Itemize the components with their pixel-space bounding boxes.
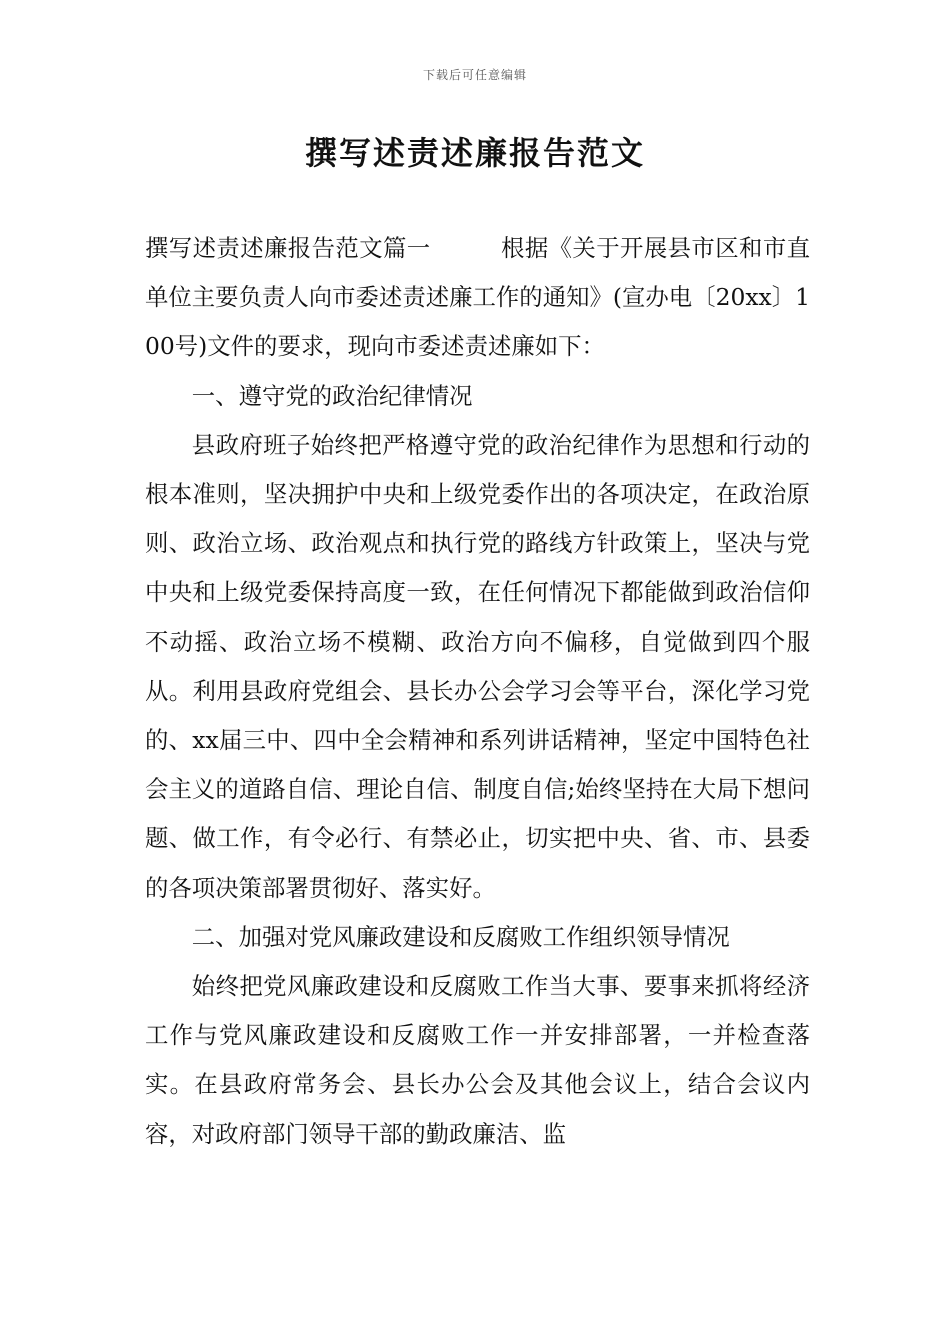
- document-body: [145, 224, 810, 1159]
- intro-paragraph: [145, 224, 810, 372]
- header-note: 下载后可任意编辑: [422, 68, 527, 82]
- intro-lead: 撰写述责述廉报告范文篇一: [145, 234, 431, 262]
- intro-text: 根据《关于开展县市区和市直单位主要负责人向市委述责述廉工作的通知》(宣办电〔20xx〕100号)文件的要求，现向市委述责述廉如下：: [145, 234, 811, 361]
- document-title: 撰写述责述廉报告范文: [304, 134, 645, 172]
- section-1-paragraph: 县政府班子始终把严格遵守党的政治纪律作为思想和行动的根本准则，坚决拥护中央和上级党委作出的各项决定，在政治原则、政治立场、政治观点和执行党的路线方针政策上，坚决与党中央和上级党委保持高度一致，在任何情况下都能做到政治信仰不动摇、政治立场不模糊、政治方向不偏移，自觉做到四个服从。利用县政府党组会、县长办公会学习会等平台，深化学习党的、xx届三中、四中全会精神和系列讲话精神，坚定中国特色社会主义的道路自信、理论自信、制度自信;始终坚持在大局下想问题、做工作，有令必行、有禁必止，切实把中央、省、市、县委的各项决策部署贯彻好、落实好。: [145, 430, 810, 902]
- section-2-paragraph: 始终把党风廉政建设和反腐败工作当大事、要事来抓将经济工作与党风廉政建设和反腐败工作一并安排部署，一并检查落实。在县政府常务会、县长办公会及其他会议上，结合会议内容，对政府部门领导干部的勤政廉洁、监: [145, 972, 810, 1148]
- section-1-heading: 一、遵守党的政治纪律情况: [191, 381, 473, 410]
- section-2-heading: 二、加强对党风廉政建设和反腐败工作组织领导情况: [191, 922, 730, 951]
